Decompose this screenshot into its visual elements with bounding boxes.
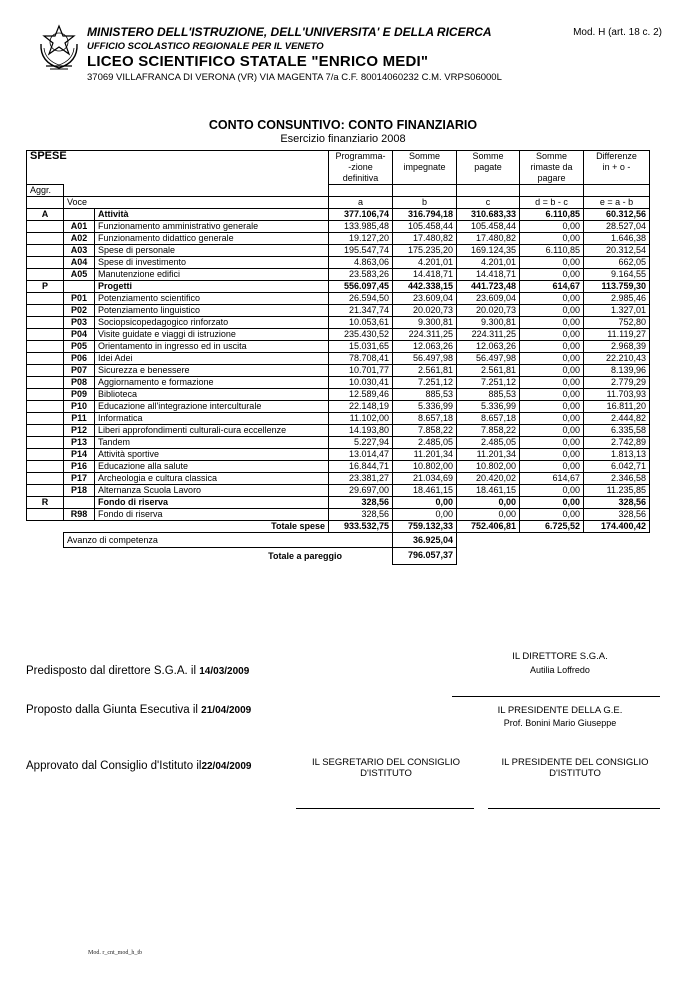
presidente-ci-signature-line bbox=[488, 808, 660, 809]
amount-cell-d: 0,00 bbox=[520, 365, 584, 377]
voce-cell: P12 bbox=[64, 425, 95, 437]
amount-cell-a: 10.030,41 bbox=[329, 377, 393, 389]
amount-cell-e: 752,80 bbox=[584, 317, 650, 329]
amount-cell-a: 29.697,00 bbox=[329, 485, 393, 497]
amount-cell-b: 8.657,18 bbox=[393, 413, 457, 425]
table-row bbox=[27, 353, 650, 365]
amount-cell-e: 2.779,29 bbox=[584, 377, 650, 389]
amount-cell-a: 15.031,65 bbox=[329, 341, 393, 353]
amount-cell-b: 885,53 bbox=[393, 389, 457, 401]
aggregate-row bbox=[27, 281, 650, 293]
description-cell: Idei Adei bbox=[95, 353, 329, 365]
aggr-cell bbox=[27, 509, 64, 521]
amount-cell-d: 0,00 bbox=[520, 437, 584, 449]
spacer bbox=[520, 548, 584, 565]
amount-cell-a: 556.097,45 bbox=[329, 281, 393, 293]
amount-cell-c: 7.251,12 bbox=[457, 377, 520, 389]
table-row bbox=[27, 437, 650, 449]
col-code-e: e = a - b bbox=[584, 197, 650, 209]
amount-cell-c: 2.561,81 bbox=[457, 365, 520, 377]
amount-cell-c: 310.683,33 bbox=[457, 209, 520, 221]
table-row bbox=[27, 257, 650, 269]
amount-cell-e: 6.042,71 bbox=[584, 461, 650, 473]
amount-cell-e: 1.646,38 bbox=[584, 233, 650, 245]
pareggio-value: 796.057,37 bbox=[393, 548, 457, 565]
aggr-cell bbox=[27, 221, 64, 233]
description-cell: Orientamento in ingresso ed in uscita bbox=[95, 341, 329, 353]
amount-cell-a: 16.844,71 bbox=[329, 461, 393, 473]
col-code-d: d = b - c bbox=[520, 197, 584, 209]
amount-cell-b: 23.609,04 bbox=[393, 293, 457, 305]
aggr-cell bbox=[27, 377, 64, 389]
spacer bbox=[584, 548, 650, 565]
col-header-b: Somme impegnate bbox=[393, 151, 457, 185]
amount-cell-e: 2.346,58 bbox=[584, 473, 650, 485]
amount-cell-c: 441.723,48 bbox=[457, 281, 520, 293]
voce-cell bbox=[64, 209, 95, 221]
voce-header: Voce bbox=[64, 197, 329, 209]
presidente-ge-title: IL PRESIDENTE DELLA G.E. bbox=[497, 705, 623, 716]
amount-cell-c: 105.458,44 bbox=[457, 221, 520, 233]
table-row bbox=[27, 293, 650, 305]
aggr-cell bbox=[27, 365, 64, 377]
amount-cell-e: 2.968,39 bbox=[584, 341, 650, 353]
direttore-name: Autilia Loffredo bbox=[530, 665, 590, 675]
amount-cell-d: 0,00 bbox=[520, 269, 584, 281]
amount-cell-c: 23.609,04 bbox=[457, 293, 520, 305]
description-cell: Attività bbox=[95, 209, 329, 221]
spese-header: SPESE bbox=[30, 150, 67, 162]
amount-cell-d: 6.110,85 bbox=[520, 209, 584, 221]
description-cell: Visite guidate e viaggi di istruzione bbox=[95, 329, 329, 341]
avanzo-label: Avanzo di competenza bbox=[64, 533, 393, 548]
aggregate-row bbox=[27, 497, 650, 509]
avanzo-value: 36.925,04 bbox=[393, 533, 457, 548]
amount-cell-a: 5.227,94 bbox=[329, 437, 393, 449]
predisposto-label: Predisposto dal direttore S.G.A. il bbox=[26, 665, 197, 677]
amount-cell-d: 614,67 bbox=[520, 473, 584, 485]
totale-spese-d: 6.725,52 bbox=[520, 521, 584, 533]
amount-cell-e: 16.811,20 bbox=[584, 401, 650, 413]
voce-cell: P17 bbox=[64, 473, 95, 485]
table-row bbox=[27, 317, 650, 329]
voce-cell: P11 bbox=[64, 413, 95, 425]
amount-cell-a: 13.014,47 bbox=[329, 449, 393, 461]
amount-cell-c: 4.201,01 bbox=[457, 257, 520, 269]
amount-cell-d: 0,00 bbox=[520, 509, 584, 521]
amount-cell-c: 2.485,05 bbox=[457, 437, 520, 449]
spacer bbox=[520, 533, 584, 548]
voce-cell: P14 bbox=[64, 449, 95, 461]
table-row bbox=[27, 509, 650, 521]
aggr-cell bbox=[27, 437, 64, 449]
aggr-cell: P bbox=[27, 281, 64, 293]
document-title: CONTO CONSUNTIVO: CONTO FINANZIARIO bbox=[208, 118, 478, 132]
table-row bbox=[27, 245, 650, 257]
amount-cell-c: 9.300,81 bbox=[457, 317, 520, 329]
document-subtitle: Esercizio finanziario 2008 bbox=[280, 133, 406, 145]
col-code-b: b bbox=[393, 197, 457, 209]
amount-cell-c: 10.802,00 bbox=[457, 461, 520, 473]
amount-cell-b: 11.201,34 bbox=[393, 449, 457, 461]
totale-spese-a: 933.532,75 bbox=[329, 521, 393, 533]
voce-cell: P05 bbox=[64, 341, 95, 353]
description-cell: Attività sportive bbox=[95, 449, 329, 461]
amount-cell-b: 9.300,81 bbox=[393, 317, 457, 329]
voce-cell bbox=[64, 497, 95, 509]
amount-cell-d: 0,00 bbox=[520, 329, 584, 341]
amount-cell-c: 224.311,25 bbox=[457, 329, 520, 341]
voce-cell: P08 bbox=[64, 377, 95, 389]
table-row bbox=[27, 389, 650, 401]
aggr-cell bbox=[27, 449, 64, 461]
amount-cell-b: 14.418,71 bbox=[393, 269, 457, 281]
aggr-cell bbox=[27, 473, 64, 485]
direttore-signature-line bbox=[452, 696, 660, 697]
predisposto-line bbox=[26, 665, 249, 677]
proposto-date: 21/04/2009 bbox=[201, 705, 252, 716]
model-reference: Mod. H (art. 18 c. 2) bbox=[573, 27, 662, 38]
amount-cell-b: 316.794,18 bbox=[393, 209, 457, 221]
amount-cell-d: 0,00 bbox=[520, 425, 584, 437]
aggr-cell bbox=[27, 329, 64, 341]
amount-cell-a: 4.863,06 bbox=[329, 257, 393, 269]
amount-cell-b: 17.480,82 bbox=[393, 233, 457, 245]
amount-cell-e: 60.312,56 bbox=[584, 209, 650, 221]
amount-cell-e: 28.527,04 bbox=[584, 221, 650, 233]
amount-cell-d: 0,00 bbox=[520, 449, 584, 461]
description-cell: Spese di investimento bbox=[95, 257, 329, 269]
amount-cell-d: 0,00 bbox=[520, 257, 584, 269]
amount-cell-d: 0,00 bbox=[520, 461, 584, 473]
aggr-cell bbox=[27, 353, 64, 365]
amount-cell-c: 17.480,82 bbox=[457, 233, 520, 245]
spacer bbox=[457, 533, 520, 548]
amount-cell-b: 0,00 bbox=[393, 509, 457, 521]
amount-cell-d: 0,00 bbox=[520, 305, 584, 317]
amount-cell-a: 78.708,41 bbox=[329, 353, 393, 365]
amount-cell-b: 7.251,12 bbox=[393, 377, 457, 389]
amount-cell-b: 7.858,22 bbox=[393, 425, 457, 437]
table-row bbox=[27, 473, 650, 485]
voce-cell: P16 bbox=[64, 461, 95, 473]
totale-spese-b: 759.132,33 bbox=[393, 521, 457, 533]
amount-cell-e: 113.759,30 bbox=[584, 281, 650, 293]
aggr-cell bbox=[27, 233, 64, 245]
spacer bbox=[457, 548, 520, 565]
amount-cell-d: 0,00 bbox=[520, 317, 584, 329]
voce-cell: A04 bbox=[64, 257, 95, 269]
col-code-c: c bbox=[457, 197, 520, 209]
description-cell: Funzionamento didattico generale bbox=[95, 233, 329, 245]
amount-cell-e: 11.703,93 bbox=[584, 389, 650, 401]
description-cell: Fondo di riserva bbox=[95, 509, 329, 521]
description-cell: Sicurezza e benessere bbox=[95, 365, 329, 377]
col-header-e: Differenze in + o - bbox=[584, 151, 650, 185]
table-row bbox=[27, 449, 650, 461]
table-row bbox=[27, 341, 650, 353]
amount-cell-a: 377.106,74 bbox=[329, 209, 393, 221]
amount-cell-b: 0,00 bbox=[393, 497, 457, 509]
aggr-header: Aggr. bbox=[27, 185, 64, 197]
amount-cell-c: 885,53 bbox=[457, 389, 520, 401]
amount-cell-e: 11.119,27 bbox=[584, 329, 650, 341]
voce-cell: P04 bbox=[64, 329, 95, 341]
amount-cell-b: 4.201,01 bbox=[393, 257, 457, 269]
totale-spese-row bbox=[27, 521, 650, 533]
italian-republic-emblem-icon bbox=[36, 22, 82, 72]
description-cell: Fondo di riserva bbox=[95, 497, 329, 509]
description-cell: Informatica bbox=[95, 413, 329, 425]
table-row bbox=[27, 365, 650, 377]
description-cell: Biblioteca bbox=[95, 389, 329, 401]
description-cell: Potenziamento linguistico bbox=[95, 305, 329, 317]
school-address: 37069 VILLAFRANCA DI VERONA (VR) VIA MAGENTA 7/a C.F. 80014060232 C.M. VRPS06000L bbox=[87, 72, 502, 83]
amount-cell-a: 10.701,77 bbox=[329, 365, 393, 377]
segretario-title: IL SEGRETARIO DEL CONSIGLIO D'ISTITUTO bbox=[312, 757, 460, 779]
amount-cell-a: 10.053,61 bbox=[329, 317, 393, 329]
description-cell: Potenziamento scientifico bbox=[95, 293, 329, 305]
predisposto-date: 14/03/2009 bbox=[199, 666, 250, 677]
amount-cell-d: 0,00 bbox=[520, 401, 584, 413]
voce-cell: P06 bbox=[64, 353, 95, 365]
spese-table bbox=[26, 150, 650, 565]
description-cell: Liberi approfondimenti culturali-cura eccellenze bbox=[95, 425, 329, 437]
amount-cell-e: 328,56 bbox=[584, 509, 650, 521]
amount-cell-c: 11.201,34 bbox=[457, 449, 520, 461]
table-row bbox=[27, 401, 650, 413]
approvato-label: Approvato dal Consiglio d'Istituto il bbox=[26, 760, 202, 772]
voce-cell: R98 bbox=[64, 509, 95, 521]
amount-cell-d: 0,00 bbox=[520, 353, 584, 365]
amount-cell-d: 6.110,85 bbox=[520, 245, 584, 257]
direttore-title: IL DIRETTORE S.G.A. bbox=[512, 651, 608, 662]
amount-cell-c: 8.657,18 bbox=[457, 413, 520, 425]
amount-cell-e: 2.444,82 bbox=[584, 413, 650, 425]
col-header-a: Programma- -zione definitiva bbox=[329, 151, 393, 185]
amount-cell-e: 8.139,96 bbox=[584, 365, 650, 377]
amount-cell-a: 23.381,27 bbox=[329, 473, 393, 485]
aggr-cell: A bbox=[27, 209, 64, 221]
table-row bbox=[27, 329, 650, 341]
description-cell: Spese di personale bbox=[95, 245, 329, 257]
totale-spese-label: Totale spese bbox=[64, 521, 329, 533]
proposto-line bbox=[26, 704, 251, 716]
table-row bbox=[27, 485, 650, 497]
amount-cell-a: 133.985,48 bbox=[329, 221, 393, 233]
amount-cell-e: 11.235,85 bbox=[584, 485, 650, 497]
aggr-cell bbox=[27, 461, 64, 473]
amount-cell-d: 0,00 bbox=[520, 389, 584, 401]
voce-cell: A05 bbox=[64, 269, 95, 281]
amount-cell-d: 614,67 bbox=[520, 281, 584, 293]
amount-cell-a: 26.594,50 bbox=[329, 293, 393, 305]
voce-cell: P09 bbox=[64, 389, 95, 401]
amount-cell-b: 2.561,81 bbox=[393, 365, 457, 377]
table-row bbox=[27, 305, 650, 317]
amount-cell-e: 9.164,55 bbox=[584, 269, 650, 281]
description-cell: Manutenzione edifici bbox=[95, 269, 329, 281]
amount-cell-c: 18.461,15 bbox=[457, 485, 520, 497]
school-name: LICEO SCIENTIFICO STATALE "ENRICO MEDI" bbox=[87, 53, 429, 70]
amount-cell-e: 328,56 bbox=[584, 497, 650, 509]
amount-cell-a: 21.347,74 bbox=[329, 305, 393, 317]
amount-cell-c: 5.336,99 bbox=[457, 401, 520, 413]
amount-cell-a: 14.193,80 bbox=[329, 425, 393, 437]
amount-cell-c: 20.020,73 bbox=[457, 305, 520, 317]
table-row bbox=[27, 221, 650, 233]
voce-cell: P02 bbox=[64, 305, 95, 317]
description-cell: Educazione all'integrazione interculturale bbox=[95, 401, 329, 413]
amount-cell-c: 0,00 bbox=[457, 497, 520, 509]
spacer bbox=[27, 521, 64, 533]
ministry-heading: MINISTERO DELL'ISTRUZIONE, DELL'UNIVERSITA' E DELLA RICERCA bbox=[87, 25, 492, 39]
office-heading: UFFICIO SCOLASTICO REGIONALE PER IL VENETO bbox=[87, 41, 324, 52]
amount-cell-a: 195.547,74 bbox=[329, 245, 393, 257]
amount-cell-d: 0,00 bbox=[520, 497, 584, 509]
aggr-cell bbox=[27, 425, 64, 437]
amount-cell-b: 2.485,05 bbox=[393, 437, 457, 449]
segretario-signature-line bbox=[296, 808, 474, 809]
aggr-cell: R bbox=[27, 497, 64, 509]
amount-cell-b: 18.461,15 bbox=[393, 485, 457, 497]
amount-cell-e: 20.312,54 bbox=[584, 245, 650, 257]
description-cell: Alternanza Scuola Lavoro bbox=[95, 485, 329, 497]
col-header-d: Somme rimaste da pagare bbox=[520, 151, 584, 185]
amount-cell-d: 0,00 bbox=[520, 413, 584, 425]
voce-cell: P01 bbox=[64, 293, 95, 305]
amount-cell-a: 23.583,26 bbox=[329, 269, 393, 281]
amount-cell-c: 7.858,22 bbox=[457, 425, 520, 437]
voce-cell: P07 bbox=[64, 365, 95, 377]
aggr-cell bbox=[27, 257, 64, 269]
table-row bbox=[27, 269, 650, 281]
voce-cell: A03 bbox=[64, 245, 95, 257]
avanzo-row bbox=[27, 533, 650, 548]
description-cell: Progetti bbox=[95, 281, 329, 293]
amount-cell-d: 0,00 bbox=[520, 233, 584, 245]
amount-cell-c: 169.124,35 bbox=[457, 245, 520, 257]
voce-cell: A02 bbox=[64, 233, 95, 245]
amount-cell-a: 328,56 bbox=[329, 509, 393, 521]
totale-spese-e: 174.400,42 bbox=[584, 521, 650, 533]
amount-cell-c: 12.063,26 bbox=[457, 341, 520, 353]
table-row bbox=[27, 233, 650, 245]
aggr-cell bbox=[27, 341, 64, 353]
amount-cell-c: 14.418,71 bbox=[457, 269, 520, 281]
aggr-cell bbox=[27, 305, 64, 317]
amount-cell-c: 0,00 bbox=[457, 509, 520, 521]
spacer bbox=[27, 548, 64, 565]
amount-cell-b: 12.063,26 bbox=[393, 341, 457, 353]
amount-cell-e: 1.327,01 bbox=[584, 305, 650, 317]
amount-cell-e: 22.210,43 bbox=[584, 353, 650, 365]
col-code-a: a bbox=[329, 197, 393, 209]
description-cell: Funzionamento amministrativo generale bbox=[95, 221, 329, 233]
presidente-ge-name: Prof. Bonini Mario Giuseppe bbox=[503, 718, 617, 728]
amount-cell-b: 5.336,99 bbox=[393, 401, 457, 413]
aggr-cell bbox=[27, 413, 64, 425]
amount-cell-c: 56.497,98 bbox=[457, 353, 520, 365]
col-header-c: Somme pagate bbox=[457, 151, 520, 185]
amount-cell-d: 0,00 bbox=[520, 485, 584, 497]
approvato-date: 22/04/2009 bbox=[201, 761, 252, 772]
spacer bbox=[584, 533, 650, 548]
description-cell: Tandem bbox=[95, 437, 329, 449]
voce-cell: P10 bbox=[64, 401, 95, 413]
pareggio-row bbox=[27, 548, 650, 565]
amount-cell-a: 328,56 bbox=[329, 497, 393, 509]
amount-cell-a: 22.148,19 bbox=[329, 401, 393, 413]
voce-cell: P13 bbox=[64, 437, 95, 449]
aggr-cell bbox=[27, 485, 64, 497]
amount-cell-e: 6.335,58 bbox=[584, 425, 650, 437]
amount-cell-e: 662,05 bbox=[584, 257, 650, 269]
voce-cell: P03 bbox=[64, 317, 95, 329]
table-row bbox=[27, 425, 650, 437]
aggr-cell bbox=[27, 293, 64, 305]
proposto-label: Proposto dalla Giunta Esecutiva il bbox=[26, 704, 198, 716]
amount-cell-b: 20.020,73 bbox=[393, 305, 457, 317]
aggr-cell bbox=[27, 401, 64, 413]
amount-cell-a: 12.589,46 bbox=[329, 389, 393, 401]
amount-cell-d: 0,00 bbox=[520, 293, 584, 305]
amount-cell-c: 20.420,02 bbox=[457, 473, 520, 485]
description-cell: Archeologia e cultura classica bbox=[95, 473, 329, 485]
aggr-cell bbox=[27, 245, 64, 257]
amount-cell-b: 10.802,00 bbox=[393, 461, 457, 473]
approvato-line bbox=[26, 760, 252, 772]
amount-cell-d: 0,00 bbox=[520, 377, 584, 389]
totale-spese-c: 752.406,81 bbox=[457, 521, 520, 533]
amount-cell-a: 235.430,52 bbox=[329, 329, 393, 341]
amount-cell-a: 19.127,20 bbox=[329, 233, 393, 245]
amount-cell-b: 442.338,15 bbox=[393, 281, 457, 293]
amount-cell-b: 21.034,69 bbox=[393, 473, 457, 485]
voce-cell bbox=[64, 281, 95, 293]
table-row bbox=[27, 377, 650, 389]
aggr-cell bbox=[27, 317, 64, 329]
amount-cell-e: 2.742,89 bbox=[584, 437, 650, 449]
amount-cell-b: 175.235,20 bbox=[393, 245, 457, 257]
aggregate-row bbox=[27, 209, 650, 221]
amount-cell-d: 0,00 bbox=[520, 221, 584, 233]
aggr-cell bbox=[27, 269, 64, 281]
description-cell: Educazione alla salute bbox=[95, 461, 329, 473]
amount-cell-b: 105.458,44 bbox=[393, 221, 457, 233]
voce-cell: A01 bbox=[64, 221, 95, 233]
amount-cell-e: 2.985,46 bbox=[584, 293, 650, 305]
table-row bbox=[27, 461, 650, 473]
presidente-ci-title: IL PRESIDENTE DEL CONSIGLIO D'ISTITUTO bbox=[501, 757, 649, 779]
amount-cell-a: 11.102,00 bbox=[329, 413, 393, 425]
voce-cell: P18 bbox=[64, 485, 95, 497]
aggr-cell bbox=[27, 389, 64, 401]
form-code: Mod. r_cnt_mod_h_tb bbox=[88, 950, 142, 956]
pareggio-label: Totale a pareggio bbox=[268, 550, 342, 561]
amount-cell-e: 1.813,13 bbox=[584, 449, 650, 461]
spacer bbox=[27, 533, 64, 548]
amount-cell-b: 56.497,98 bbox=[393, 353, 457, 365]
amount-cell-b: 224.311,25 bbox=[393, 329, 457, 341]
description-cell: Aggiornamento e formazione bbox=[95, 377, 329, 389]
table-row bbox=[27, 413, 650, 425]
description-cell: Sociopsicopedagogico rinforzato bbox=[95, 317, 329, 329]
amount-cell-d: 0,00 bbox=[520, 341, 584, 353]
